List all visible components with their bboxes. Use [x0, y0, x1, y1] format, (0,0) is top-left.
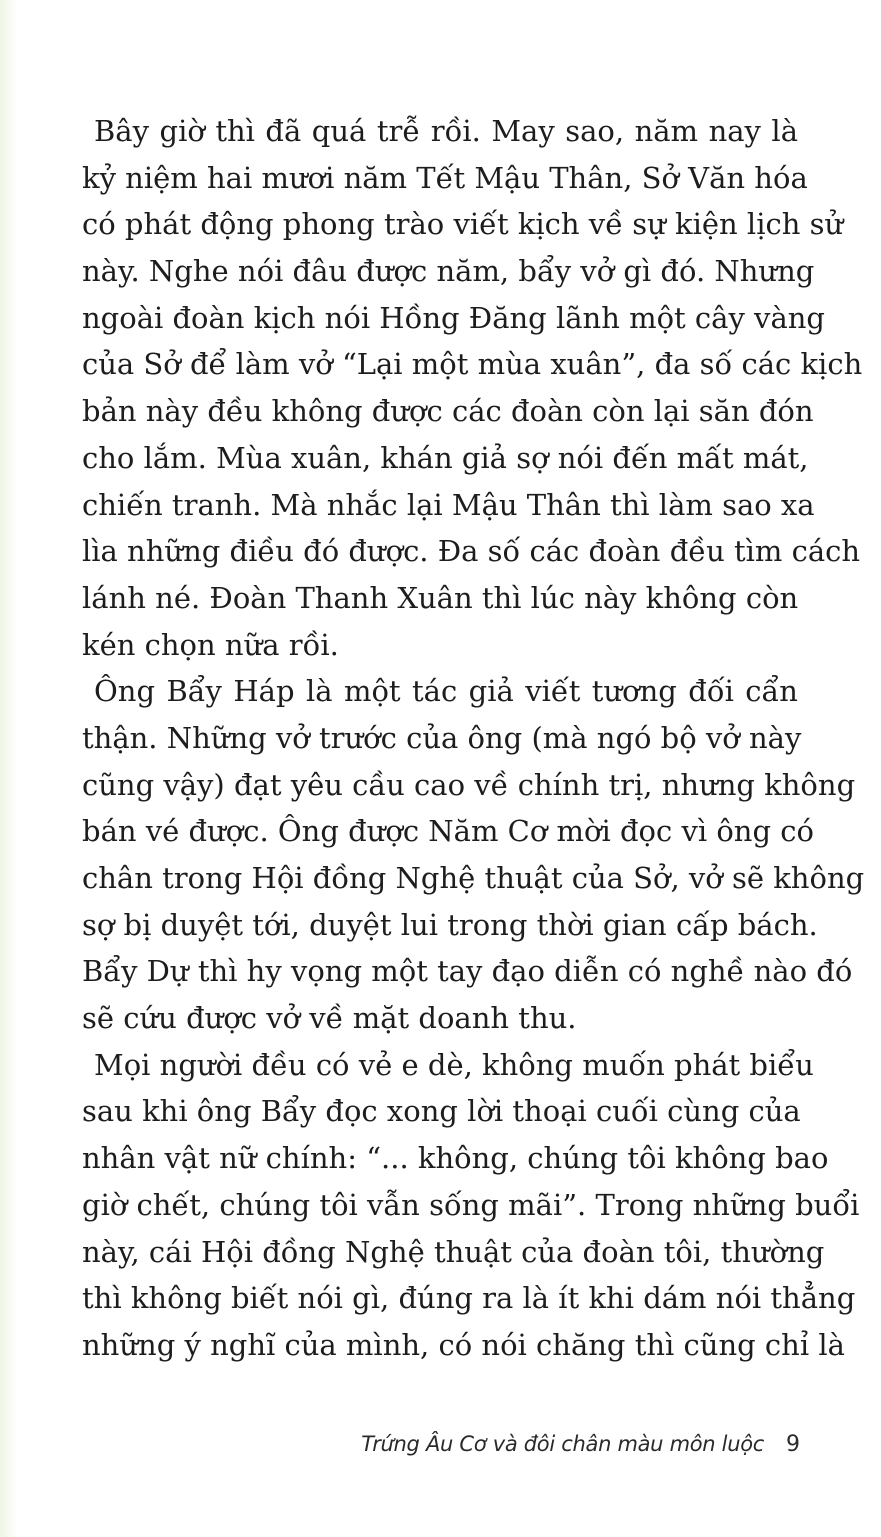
text-line: Mọi người đều có vẻ e dè, không muốn phát biểu [94, 1047, 814, 1082]
running-title: Trứng Âu Cơ và đôi chân màu môn luộc [361, 1432, 764, 1456]
text-line: lìa những điều đó được. Đa số các đoàn đều tìm cách [82, 534, 861, 569]
text-line: cho lắm. Mùa xuân, khán giả sợ nói đến mất mát, [82, 440, 809, 475]
text-line: chân trong Hội đồng Nghệ thuật của Sở, vở sẽ không [82, 861, 865, 895]
text-line: sau khi ông Bẩy đọc xong lời thoại cuối cùng của [82, 1094, 801, 1129]
page-footer [0, 1432, 800, 1457]
text-line: những ý nghĩ của mình, có nói chăng thì cũng chỉ là [82, 1327, 845, 1362]
page-number: 9 [786, 1432, 800, 1457]
text-line: bản này đều không được các đoàn còn lại săn đón [82, 394, 814, 429]
text-line: chiến tranh. Mà nhắc lại Mậu Thân thì làm sao xa [82, 487, 815, 522]
text-line: này. Nghe nói đâu được năm, bẩy vở gì đó. Nhưng [82, 254, 815, 289]
paragraph-1 [82, 108, 863, 668]
text-line: thì không biết nói gì, đúng ra là ít khi dám nói thẳng [82, 1281, 856, 1316]
paragraph-3 [82, 1042, 860, 1369]
text-line: Bẩy Dự thì hy vọng một tay đạo diễn có nghề nào đó [82, 954, 853, 989]
text-line: cũng vậy) đạt yêu cầu cao về chính trị, nhưng không [82, 767, 856, 802]
text-line: Bây giờ thì đã quá trễ rồi. May sao, năm nay là [94, 114, 798, 148]
text-line: ngoài đoàn kịch nói Hồng Đăng lãnh một cây vàng [82, 300, 825, 335]
text-line: kén chọn nữa rồi. [82, 627, 339, 662]
text-line: của Sở để làm vở “Lại một mùa xuân”, đa số các kịch [82, 347, 863, 382]
text-line: bán vé được. Ông được Năm Cơ mời đọc vì ông có [82, 814, 814, 849]
text-line: sẽ cứu được vở về mặt doanh thu. [82, 1001, 577, 1036]
text-line: lánh né. Đoàn Thanh Xuân thì lúc này không còn [82, 580, 799, 615]
text-line: Ông Bẩy Háp là một tác giả viết tương đối cẩn [94, 674, 798, 709]
text-line: thận. Những vở trước của ông (mà ngó bộ vở này [82, 720, 802, 755]
text-line: này, cái Hội đồng Nghệ thuật của đoàn tôi, thường [82, 1234, 825, 1269]
text-line: giờ chết, chúng tôi vẫn sống mãi”. Trong những buổi [82, 1187, 860, 1222]
text-line: có phát động phong trào viết kịch về sự kiện lịch sử [82, 207, 844, 242]
text-line: nhân vật nữ chính: “... không, chúng tôi không bao [82, 1141, 829, 1176]
paragraph-2 [82, 668, 865, 1042]
text-line: kỷ niệm hai mươi năm Tết Mậu Thân, Sở Văn hóa [82, 160, 808, 195]
body-text [82, 108, 865, 1369]
text-line: sợ bị duyệt tới, duyệt lui trong thời gian cấp bách. [82, 907, 818, 942]
